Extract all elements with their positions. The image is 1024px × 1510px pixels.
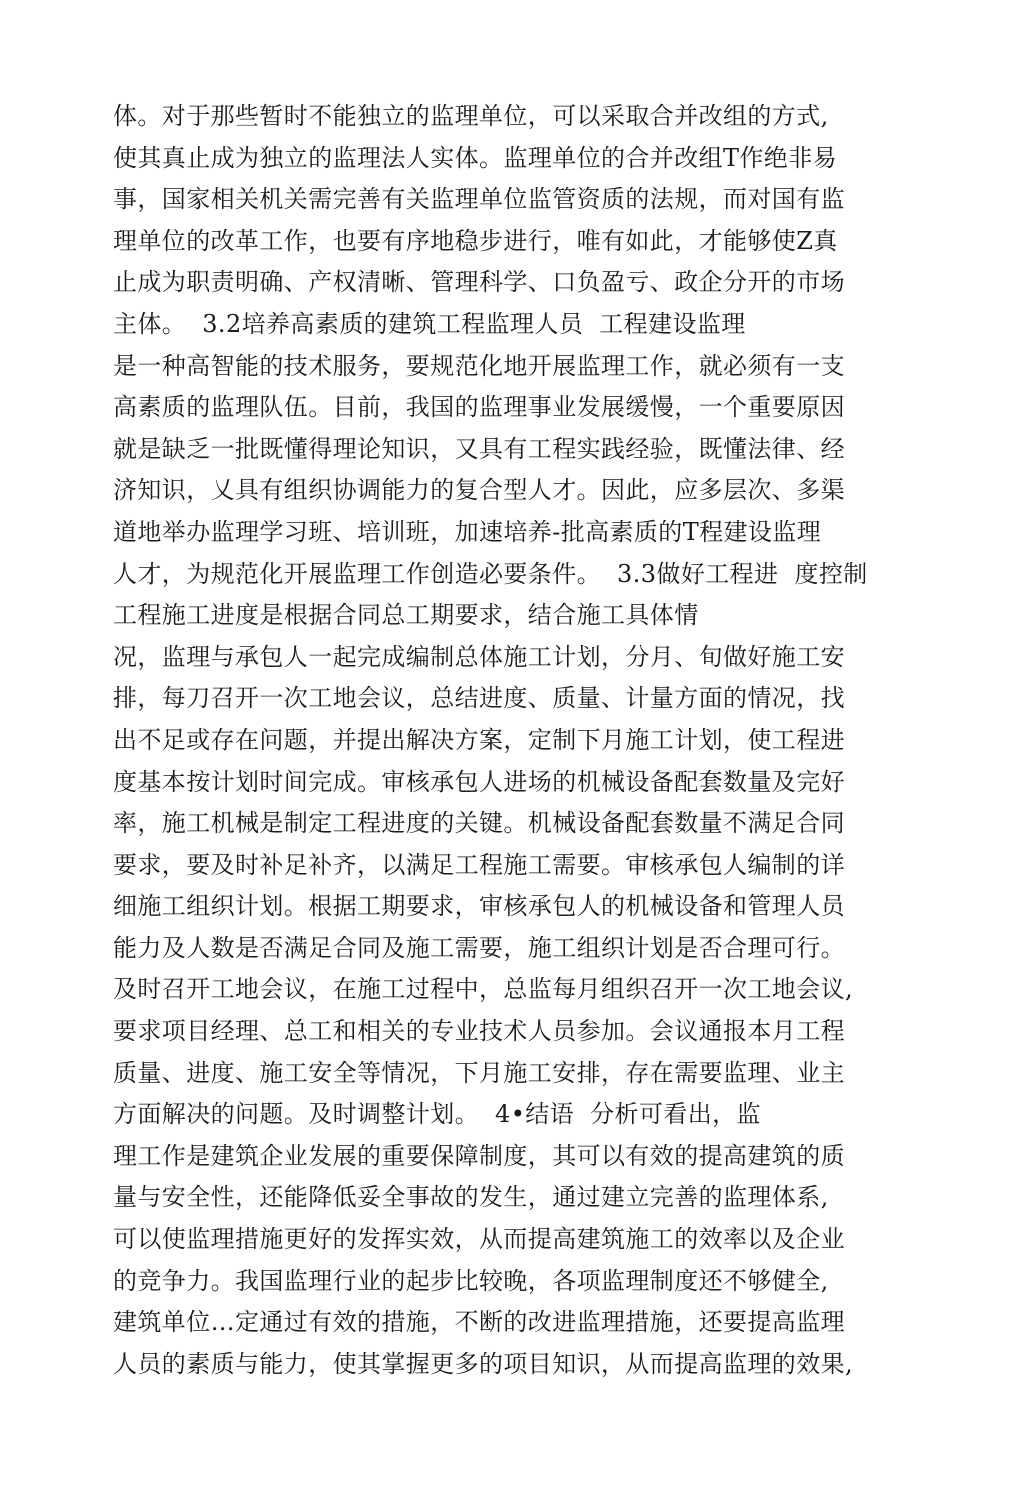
text-line: 质量、进度、施工安全等情况，下月施工安排，存在需要监理、业主 xyxy=(113,1058,845,1087)
text-line: 主体。 3.2培养高素质的建筑工程监理人员 工程建设监理 xyxy=(113,309,746,338)
text-line: 理工作是建筑企业发展的重要保障制度，其可以有效的提高建筑的质 xyxy=(113,1141,845,1170)
body-text xyxy=(113,96,913,1385)
text-line: 可以使监理措施更好的发挥实效，从而提高建筑施工的效率以及企业 xyxy=(113,1225,845,1254)
text-line: 要求，要及时补足补齐，以满足工程施工需要。审核承包人编制的详 xyxy=(113,850,845,879)
text-line: 方面解决的问题。及时调整计划。 4•结语 分析可看出，监 xyxy=(113,1100,761,1129)
text-line: 量与安全性，还能降低妥全事故的发生，通过建立完善的监理体系, xyxy=(113,1183,829,1212)
text-line: 建筑单位…定通过有效的措施，不断的改进监理措施，还要提高监理 xyxy=(113,1308,845,1337)
text-line: 道地举办监理学习班、培训班，加速培养-批高素质的T程建设监理 xyxy=(113,517,822,546)
text-line: 工程施工进度是根据合同总工期要求，结合施工具体情 xyxy=(113,601,699,630)
text-line: 就是缺乏一批既懂得理论知识，又具有工程实践经验，既懂法律、经 xyxy=(113,434,845,463)
text-line: 的竞争力。我国监理行业的起步比较晚，各项监理制度还不够健全, xyxy=(113,1266,829,1295)
text-line: 率，施工机械是制定工程进度的关键。机械设备配套数量不满足合同 xyxy=(113,809,845,838)
text-line: 事，国家相关机关需完善有关监理单位监管资质的法规，而对国有监 xyxy=(113,185,845,214)
text-line: 是一种高智能的技术服务，要规范化地开展监理工作，就必须有一支 xyxy=(113,351,845,380)
text-line: 能力及人数是否满足合同及施工需要，施工组织计划是否合理可行。 xyxy=(113,933,845,962)
text-line: 要求项目经理、总工和相关的专业技术人员参加。会议通报本月工程 xyxy=(113,1017,845,1046)
text-line: 止成为职责明确、产权清晰、管理科学、口负盈亏、政企分开的市场 xyxy=(113,268,845,297)
text-line: 况，监理与承包人一起完成编制总体施工计划，分月、旬做好施工安 xyxy=(113,642,845,671)
text-line: 理单位的改革工作，也要有序地稳步进行，唯有如此，才能够使Z真 xyxy=(113,226,838,255)
text-line: 济知识，乂具有组织协调能力的复合型人才。因此，应多层次、多渠 xyxy=(113,476,845,505)
text-line: 高素质的监理队伍。目前，我国的监理事业发展缓慢，一个重要原因 xyxy=(113,393,845,422)
text-line: 人员的素质与能力，使其掌握更多的项目知识，从而提高监理的效果, xyxy=(113,1349,854,1378)
text-line: 及时召开工地会议，在施工过程中，总监每月组织召开一次工地会议, xyxy=(113,975,854,1004)
text-line: 体。对于那些暂时不能独立的监理单位，可以采取合并改组的方式, xyxy=(113,102,829,130)
text-line: 使其真止成为独立的监理法人实体。监理单位的合并改组T作绝非易 xyxy=(113,143,838,172)
text-line: 细施工组织计划。根据工期要求，审核承包人的机械设备和管理人员 xyxy=(113,892,845,921)
text-line: 人才，为规范化开展监理工作创造必要条件。 3.3做好工程进 度控制 xyxy=(113,559,868,588)
text-line: 出不足或存在问题，并提出解决方案，定制下月施工计划，使工程进 xyxy=(113,725,845,754)
text-line: 度基本按计划时间完成。审核承包人进场的机械设备配套数量及完好 xyxy=(113,767,845,796)
text-line: 排，每刀召开一次工地会议，总结进度、质量、计量方面的情况，找 xyxy=(113,684,845,713)
